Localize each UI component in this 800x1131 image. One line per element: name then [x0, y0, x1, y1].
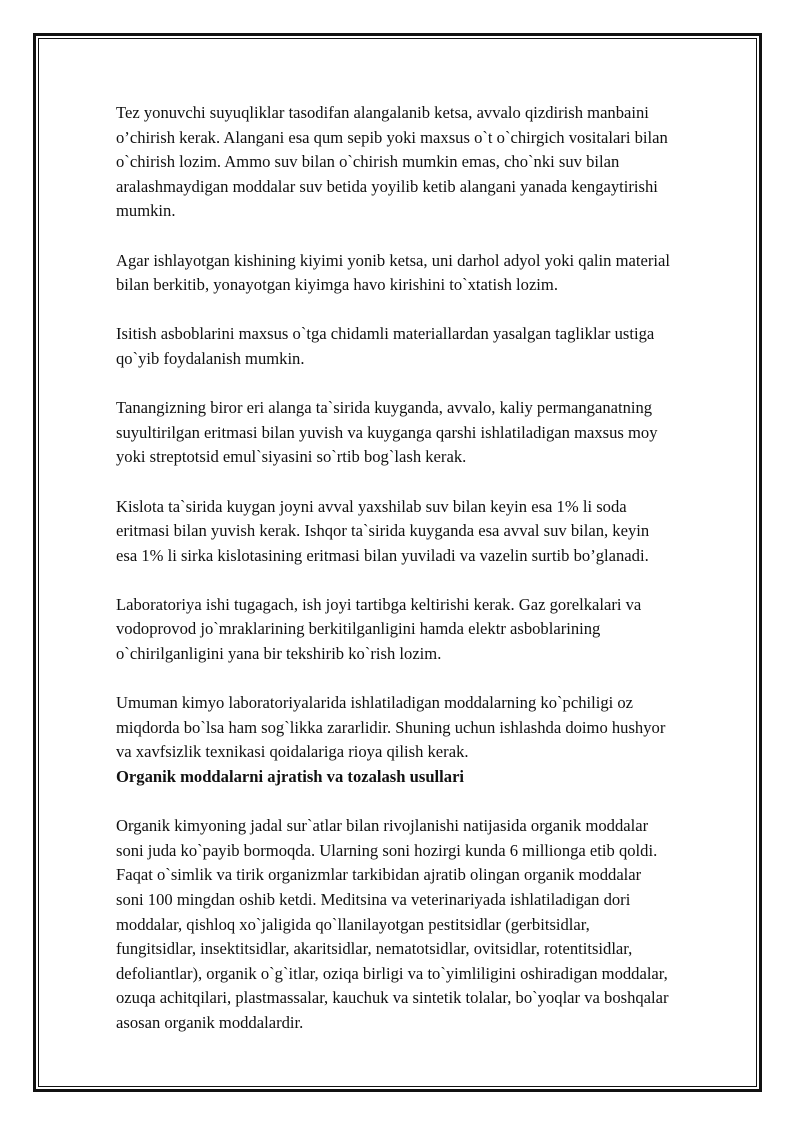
paragraph-organic-chemistry: Organik kimyoning jadal sur`atlar bilan rivojlanishi natijasida organik moddalar soni juda ko`payib bormoqda. Ularning soni hozirgi kunda 6 millionga etib qoldi. Faqat o`simlik va tirik organizmlar tarkibidan ajratib olingan organik moddalar soni 100 mingdan oshib ketdi. Meditsina va veterinariyada ishlatiladigan dori moddalar, qishloq xo`jaligida qo`llanilayotgan pestitsidlar (gerbitsidlar, fungitsidlar, insektitsidlar, akaritsidlar, nematotsidlar, ovitsidlar, rotentitsidlar, defoliantlar), organik o`g`itlar, oziqa birligi va to`yimliligini oshiradigan moddalar, ozuqa achitqilari, plastmassalar, kauchuk va sintetik tolalar, bo`yoqlar va boshqalar asosan organik moddalardir. [116, 816, 669, 1032]
paragraph-fire-safety: Tez yonuvchi suyuqliklar tasodifan alangalanib ketsa, avvalo qizdirish manbaini o’chirish kerak. Alangani esa qum sepib yoki maxsus o`t o`chirgich vositalari bilan o`chirish lozim. Ammo suv bilan o`chirish mumkin emas, cho`nki suv bilan aralashmaydigan moddalar suv betida yoyilib ketib alangani yanada kengaytirishi mumkin. [116, 103, 668, 221]
paragraph-acid-alkali-burns: Kislota ta`sirida kuygan joyni avval yaxshilab suv bilan keyin esa 1% li soda eritmasi bilan yuvish kerak. Ishqor ta`sirida kuyganda esa avval suv bilan, keyin esa 1% li sirka kislotasining eritmasi bilan yuviladi va vazelin surtib bo’glanadi. [116, 496, 650, 565]
paragraph-after-work: Laboratoriya ishi tugagach, ish joyi tartibga keltirishi kerak. Gaz gorelkalari va vodoprovod jo`mraklarining berkitilganligini hamda elektr asboblarining o`chirilganligini yana bir tekshirib ko`rish lozim. [116, 594, 642, 664]
paragraph-heating-devices: Isitish asboblarini maxsus o`tga chidamli materiallardan yasalgan tagliklar ustiga qo`yib foydalanish mumkin. [116, 324, 655, 368]
document-body [116, 101, 756, 1060]
paragraph-clothing-fire: Agar ishlayotgan kishining kiyimi yonib ketsa, uni darhol adyol yoki qalin material bilan berkitib, yonayotgan kiyimga havo kirishini to`xtatish lozim. [116, 250, 670, 295]
paragraph-burn-treatment: Tanangizning biror eri alanga ta`sirida kuyganda, avvalo, kaliy permanganatning suyultirilgan eritmasi bilan yuvish va kuyganga qarshi ishlatiladigan maxsus moy yoki streptotsid emul`siyasini so`rtib bog`lash kerak. [116, 398, 658, 467]
section-heading: Organik moddalarni ajratish va tozalash usullari [116, 767, 465, 787]
paragraph-general-safety: Umuman kimyo laboratoriyalarida ishlatiladigan moddalarning ko`pchiligi oz miqdorda bo`lsa ham sog`likka zararlidir. Shuning uchun ishlashda doimo hushyor va xavfsizlik texnikasi qoidalariga rioya qilish kerak. [116, 693, 666, 762]
